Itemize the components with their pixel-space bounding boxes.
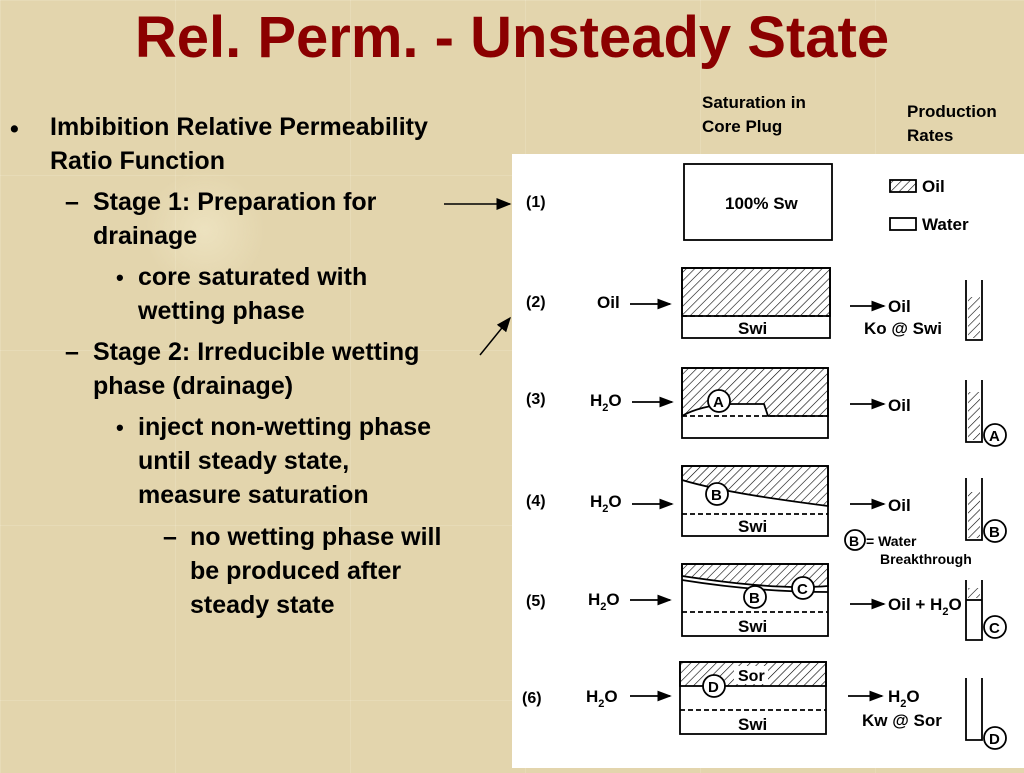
step3-number: (3)	[526, 391, 546, 408]
stage2-line1: Stage 2: Irreducible wetting	[93, 338, 420, 366]
step4-note-line1: = Water	[866, 533, 917, 549]
saturation-header-line1: Saturation in	[702, 93, 806, 112]
step4-bottom-label: Swi	[738, 517, 768, 536]
bullet-imbibition-line2: Ratio Function	[50, 147, 225, 175]
stage2-sub-line1: inject non-wetting phase	[138, 413, 432, 441]
step1-number: (1)	[526, 194, 546, 211]
stage2-subsub-line1: no wetting phase will	[190, 523, 442, 551]
step6-tube-label: D	[989, 731, 1000, 748]
step2-number: (2)	[526, 294, 546, 311]
water-legend-swatch	[890, 218, 916, 230]
bullet-dot: •	[116, 265, 124, 290]
stage2-subsub-line2: be produced after	[190, 557, 402, 585]
step6-point-label: D	[708, 679, 719, 696]
step5-bottom-label: Swi	[738, 617, 768, 636]
step3-tube-label: A	[989, 428, 1000, 445]
stage1-line2: drainage	[93, 222, 198, 250]
step6-out-label2: Kw @ Sor	[862, 711, 942, 730]
step4-out-label: Oil	[888, 496, 911, 515]
oil-legend-swatch	[890, 180, 916, 192]
stage2-subsub-line3: steady state	[190, 591, 335, 619]
figure-drawing	[512, 154, 1024, 768]
step5-number: (5)	[526, 593, 546, 610]
step2-bottom-label: Swi	[738, 319, 768, 338]
stage1-line1: Stage 1: Preparation for	[93, 188, 377, 216]
step1-core-label: 100% Sw	[725, 194, 798, 213]
dash-marker: –	[65, 188, 79, 216]
step6-out-label: $H_2O$	[888, 687, 920, 710]
step3-inject-label: $H_2O$	[590, 391, 622, 414]
dash-marker: –	[65, 338, 79, 366]
step2-out-label2: Ko @ Swi	[864, 319, 942, 338]
unsteady-state-figure	[512, 154, 1024, 768]
step2-tube-oil	[968, 297, 980, 338]
step4-note-line2: Breakthrough	[880, 551, 972, 567]
step4-point-label: B	[711, 487, 722, 504]
step5-pointC-label: C	[797, 581, 808, 598]
step4-tube-label: B	[989, 524, 1000, 541]
step5-tube-label: C	[989, 620, 1000, 637]
slide-title: Rel. Perm. - Unsteady State	[134, 5, 890, 70]
bullet-dot: •	[116, 415, 124, 440]
step5-tube-oil	[968, 588, 980, 598]
arrow-to-step2	[480, 318, 510, 355]
step2-oil-zone	[682, 268, 830, 316]
water-legend-label: Water	[922, 215, 969, 234]
bullet-dot: •	[10, 115, 19, 143]
step5-pointB-label: B	[749, 590, 760, 607]
production-header-line1: Production	[907, 102, 997, 121]
step3-oil-zone	[682, 368, 828, 416]
oil-legend-label: Oil	[922, 177, 945, 196]
step6-inject-label: $H_2O$	[586, 687, 618, 710]
step5-out-label: Oil + $H_2O$	[888, 595, 962, 618]
step4-number: (4)	[526, 493, 546, 510]
step4-note-marker-label: B	[849, 533, 860, 549]
step3-tube-oil	[968, 392, 980, 440]
stage2-line2: phase (drainage)	[93, 372, 294, 400]
stage2-sub-line2: until steady state,	[138, 447, 350, 475]
saturation-header-line2: Core Plug	[702, 117, 783, 136]
step6-top-label: Sor	[738, 668, 765, 685]
step4-oil-zone	[682, 466, 828, 506]
step4-tube-oil	[968, 492, 980, 538]
production-header-line2: Rates	[907, 126, 954, 145]
step6-bottom-label: Swi	[738, 715, 768, 734]
bullet-imbibition-line1: Imbibition Relative Permeability	[50, 113, 428, 141]
dash-marker: –	[163, 523, 177, 551]
stage1-sub-line2: wetting phase	[138, 297, 305, 325]
step2-inject-label: Oil	[597, 293, 620, 312]
step6-number: (6)	[522, 690, 542, 707]
step5-inject-label: $H_2O$	[588, 590, 620, 613]
step2-out-label: Oil	[888, 297, 911, 316]
stage1-sub-line1: core saturated with	[138, 263, 368, 291]
stage2-sub-line3: measure saturation	[138, 481, 369, 509]
step3-out-label: Oil	[888, 396, 911, 415]
step3-point-label: A	[713, 394, 724, 411]
step6-tube	[966, 678, 982, 740]
step4-inject-label: $H_2O$	[590, 492, 622, 515]
